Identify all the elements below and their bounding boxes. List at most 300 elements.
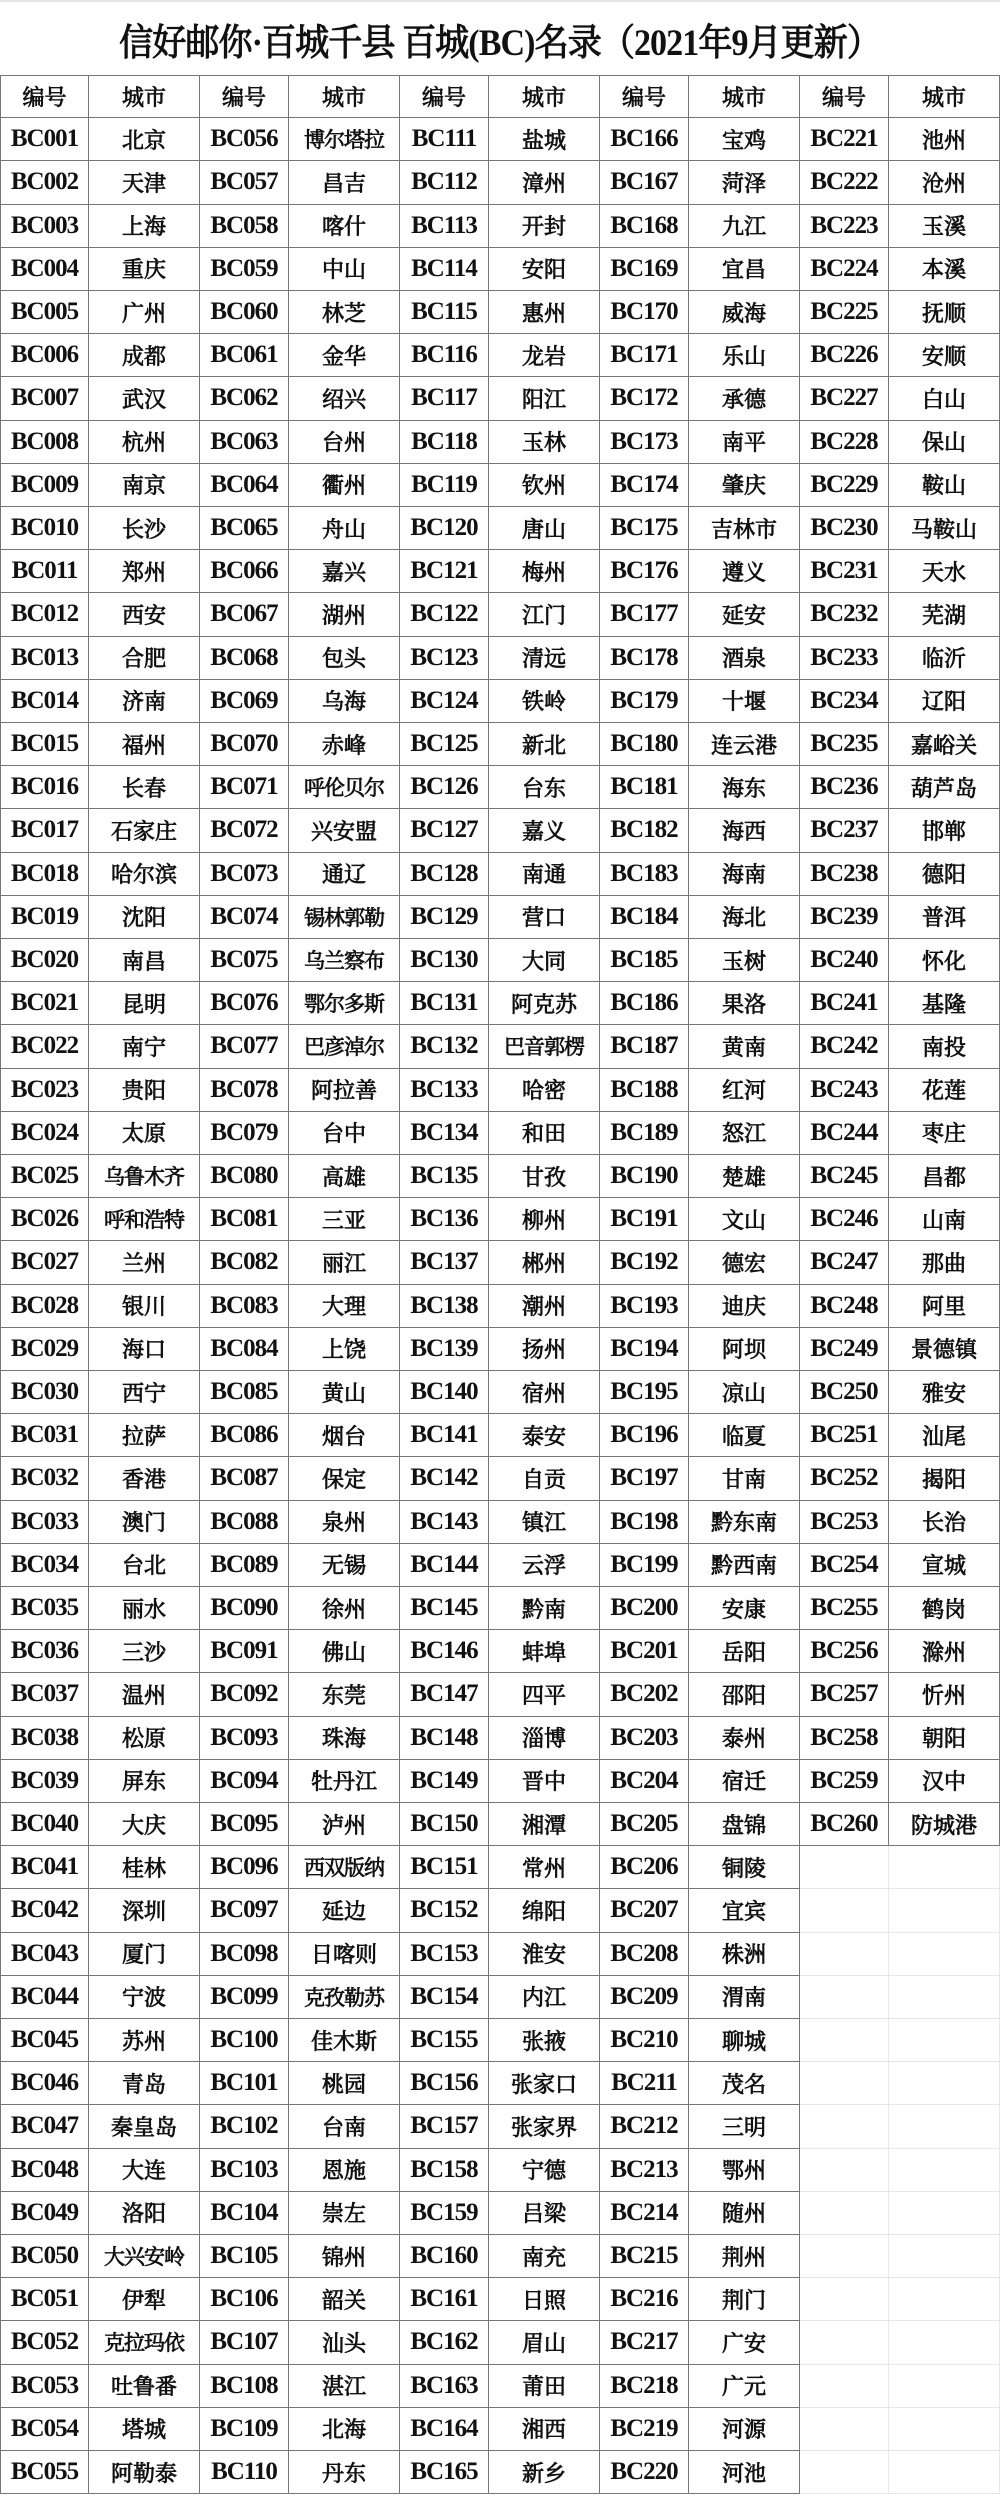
- city-cell: 吉林市: [689, 507, 800, 550]
- city-cell: 乌海: [289, 680, 400, 723]
- code-cell: BC034: [0, 1544, 89, 1587]
- city-cell: 四平: [489, 1673, 600, 1716]
- city-cell: 南京: [89, 464, 200, 507]
- city-cell: 绍兴: [289, 377, 400, 420]
- code-cell: BC230: [800, 507, 889, 550]
- city-cell: 黔东南: [689, 1501, 800, 1544]
- code-cell: BC256: [800, 1630, 889, 1673]
- code-cell: BC006: [0, 334, 89, 377]
- city-cell: 红河: [689, 1069, 800, 1112]
- city-cell: 宣城: [889, 1544, 1000, 1587]
- code-cell: BC066: [200, 550, 289, 593]
- code-cell: BC064: [200, 464, 289, 507]
- city-cell: 徐州: [289, 1587, 400, 1630]
- city-cell: 莆田: [489, 2365, 600, 2408]
- city-cell: 晋中: [489, 1760, 600, 1803]
- code-cell: BC013: [0, 637, 89, 680]
- code-cell: BC015: [0, 723, 89, 766]
- code-cell: BC046: [0, 2062, 89, 2105]
- code-cell: BC153: [400, 1933, 489, 1976]
- code-cell: BC041: [0, 1846, 89, 1889]
- city-cell: 保山: [889, 421, 1000, 464]
- city-cell: 天津: [89, 161, 200, 204]
- title-bar: [0, 0, 1000, 75]
- code-cell: BC234: [800, 680, 889, 723]
- code-cell: BC217: [600, 2321, 689, 2364]
- code-cell: BC126: [400, 766, 489, 809]
- city-cell: 赤峰: [289, 723, 400, 766]
- empty-cell: [889, 2451, 1000, 2494]
- empty-cell: [800, 2149, 889, 2192]
- city-cell: 宁波: [89, 1976, 200, 2019]
- city-cell: 营口: [489, 896, 600, 939]
- city-cell: 台南: [289, 2105, 400, 2148]
- city-cell: 昌吉: [289, 161, 400, 204]
- city-cell: 宿迁: [689, 1760, 800, 1803]
- empty-cell: [889, 1976, 1000, 2019]
- code-cell: BC139: [400, 1328, 489, 1371]
- city-cell: 济南: [89, 680, 200, 723]
- code-cell: BC202: [600, 1673, 689, 1716]
- city-cell: 呼伦贝尔: [289, 766, 400, 809]
- city-cell: 高雄: [289, 1155, 400, 1198]
- code-cell: BC216: [600, 2278, 689, 2321]
- city-cell: 扬州: [489, 1328, 600, 1371]
- city-cell: 汉中: [889, 1760, 1000, 1803]
- city-cell: 黔南: [489, 1587, 600, 1630]
- code-cell: BC090: [200, 1587, 289, 1630]
- code-cell: BC240: [800, 939, 889, 982]
- code-cell: BC048: [0, 2149, 89, 2192]
- city-cell: 安阳: [489, 248, 600, 291]
- city-cell: 上海: [89, 205, 200, 248]
- city-cell: 澳门: [89, 1501, 200, 1544]
- empty-cell: [889, 2321, 1000, 2364]
- city-cell: 泉州: [289, 1501, 400, 1544]
- city-cell: 郑州: [89, 550, 200, 593]
- empty-cell: [800, 2019, 889, 2062]
- code-cell: BC257: [800, 1673, 889, 1716]
- code-cell: BC050: [0, 2235, 89, 2278]
- code-cell: BC191: [600, 1198, 689, 1241]
- code-cell: BC093: [200, 1717, 289, 1760]
- code-cell: BC175: [600, 507, 689, 550]
- code-cell: BC232: [800, 593, 889, 636]
- city-cell: 伊犁: [89, 2278, 200, 2321]
- code-cell: BC206: [600, 1846, 689, 1889]
- city-cell: 海口: [89, 1328, 200, 1371]
- code-cell: BC007: [0, 377, 89, 420]
- code-cell: BC242: [800, 1025, 889, 1068]
- city-cell: 大庆: [89, 1803, 200, 1846]
- city-cell: 金华: [289, 334, 400, 377]
- code-cell: BC103: [200, 2149, 289, 2192]
- code-cell: BC218: [600, 2365, 689, 2408]
- empty-cell: [889, 2408, 1000, 2451]
- city-cell: 德阳: [889, 853, 1000, 896]
- city-cell: 青岛: [89, 2062, 200, 2105]
- city-cell: 丽江: [289, 1241, 400, 1284]
- code-cell: BC110: [200, 2451, 289, 2494]
- code-cell: BC177: [600, 593, 689, 636]
- code-cell: BC111: [400, 118, 489, 161]
- code-cell: BC038: [0, 1717, 89, 1760]
- city-cell: 台东: [489, 766, 600, 809]
- code-cell: BC219: [600, 2408, 689, 2451]
- code-cell: BC160: [400, 2235, 489, 2278]
- city-cell: 盘锦: [689, 1803, 800, 1846]
- city-cell: 西双版纳: [289, 1846, 400, 1889]
- city-cell: 揭阳: [889, 1457, 1000, 1500]
- city-cell: 三沙: [89, 1630, 200, 1673]
- city-cell: 北海: [289, 2408, 400, 2451]
- city-cell: 日喀则: [289, 1933, 400, 1976]
- city-cell: 牡丹江: [289, 1760, 400, 1803]
- code-cell: BC253: [800, 1501, 889, 1544]
- city-cell: 那曲: [889, 1241, 1000, 1284]
- code-cell: BC059: [200, 248, 289, 291]
- code-cell: BC023: [0, 1069, 89, 1112]
- city-cell: 果洛: [689, 982, 800, 1025]
- code-cell: BC039: [0, 1760, 89, 1803]
- code-cell: BC089: [200, 1544, 289, 1587]
- city-cell: 邯郸: [889, 809, 1000, 852]
- code-cell: BC026: [0, 1198, 89, 1241]
- city-cell: 佛山: [289, 1630, 400, 1673]
- code-cell: BC036: [0, 1630, 89, 1673]
- empty-cell: [889, 2105, 1000, 2148]
- city-cell: 荆州: [689, 2235, 800, 2278]
- code-cell: BC044: [0, 1976, 89, 2019]
- code-cell: BC029: [0, 1328, 89, 1371]
- header-city: 城市: [289, 75, 400, 118]
- code-cell: BC193: [600, 1285, 689, 1328]
- code-cell: BC119: [400, 464, 489, 507]
- code-cell: BC248: [800, 1285, 889, 1328]
- city-cell: 三明: [689, 2105, 800, 2148]
- code-cell: BC061: [200, 334, 289, 377]
- city-cell: 北京: [89, 118, 200, 161]
- city-cell: 鄂州: [689, 2149, 800, 2192]
- city-cell: 漳州: [489, 161, 600, 204]
- city-cell: 新乡: [489, 2451, 600, 2494]
- empty-cell: [889, 2149, 1000, 2192]
- city-cell: 临沂: [889, 637, 1000, 680]
- code-cell: BC105: [200, 2235, 289, 2278]
- code-cell: BC095: [200, 1803, 289, 1846]
- code-cell: BC130: [400, 939, 489, 982]
- city-cell: 张家界: [489, 2105, 600, 2148]
- city-cell: 湘潭: [489, 1803, 600, 1846]
- city-cell: 大连: [89, 2149, 200, 2192]
- code-cell: BC134: [400, 1112, 489, 1155]
- code-cell: BC108: [200, 2365, 289, 2408]
- code-cell: BC097: [200, 1889, 289, 1932]
- code-cell: BC070: [200, 723, 289, 766]
- code-cell: BC141: [400, 1414, 489, 1457]
- city-cell: 保定: [289, 1457, 400, 1500]
- city-cell: 张家口: [489, 2062, 600, 2105]
- city-cell: 怒江: [689, 1112, 800, 1155]
- empty-cell: [800, 2192, 889, 2235]
- code-cell: BC142: [400, 1457, 489, 1500]
- code-cell: BC237: [800, 809, 889, 852]
- code-cell: BC223: [800, 205, 889, 248]
- code-cell: BC109: [200, 2408, 289, 2451]
- code-cell: BC183: [600, 853, 689, 896]
- code-cell: BC081: [200, 1198, 289, 1241]
- city-cell: 广安: [689, 2321, 800, 2364]
- city-cell: 花莲: [889, 1069, 1000, 1112]
- code-cell: BC062: [200, 377, 289, 420]
- city-cell: 延安: [689, 593, 800, 636]
- code-cell: BC238: [800, 853, 889, 896]
- city-cell: 昌都: [889, 1155, 1000, 1198]
- code-cell: BC096: [200, 1846, 289, 1889]
- code-cell: BC157: [400, 2105, 489, 2148]
- code-cell: BC042: [0, 1889, 89, 1932]
- empty-cell: [800, 2451, 889, 2494]
- code-cell: BC231: [800, 550, 889, 593]
- code-cell: BC247: [800, 1241, 889, 1284]
- code-cell: BC236: [800, 766, 889, 809]
- code-cell: BC137: [400, 1241, 489, 1284]
- code-cell: BC125: [400, 723, 489, 766]
- code-cell: BC131: [400, 982, 489, 1025]
- city-cell: 洛阳: [89, 2192, 200, 2235]
- code-cell: BC116: [400, 334, 489, 377]
- city-cell: 惠州: [489, 291, 600, 334]
- code-cell: BC104: [200, 2192, 289, 2235]
- code-cell: BC155: [400, 2019, 489, 2062]
- code-cell: BC056: [200, 118, 289, 161]
- header-city: 城市: [889, 75, 1000, 118]
- city-cell: 阳江: [489, 377, 600, 420]
- city-cell: 台州: [289, 421, 400, 464]
- code-cell: BC087: [200, 1457, 289, 1500]
- city-cell: 克拉玛依: [89, 2321, 200, 2364]
- empty-cell: [800, 1889, 889, 1932]
- code-cell: BC008: [0, 421, 89, 464]
- city-cell: 安康: [689, 1587, 800, 1630]
- code-cell: BC260: [800, 1803, 889, 1846]
- city-cell: 太原: [89, 1112, 200, 1155]
- city-cell: 锦州: [289, 2235, 400, 2278]
- city-cell: 鄂尔多斯: [289, 982, 400, 1025]
- code-cell: BC201: [600, 1630, 689, 1673]
- city-cell: 湖州: [289, 593, 400, 636]
- code-cell: BC186: [600, 982, 689, 1025]
- code-cell: BC021: [0, 982, 89, 1025]
- header-code: 编号: [400, 75, 489, 118]
- city-cell: 遵义: [689, 550, 800, 593]
- city-cell: 常州: [489, 1846, 600, 1889]
- code-cell: BC011: [0, 550, 89, 593]
- city-cell: 三亚: [289, 1198, 400, 1241]
- city-cell: 拉萨: [89, 1414, 200, 1457]
- city-cell: 南昌: [89, 939, 200, 982]
- city-cell: 乌鲁木齐: [89, 1155, 200, 1198]
- city-cell: 黄山: [289, 1371, 400, 1414]
- code-cell: BC113: [400, 205, 489, 248]
- code-cell: BC058: [200, 205, 289, 248]
- code-cell: BC158: [400, 2149, 489, 2192]
- code-cell: BC241: [800, 982, 889, 1025]
- code-cell: BC181: [600, 766, 689, 809]
- code-cell: BC172: [600, 377, 689, 420]
- code-cell: BC182: [600, 809, 689, 852]
- city-cell: 松原: [89, 1717, 200, 1760]
- code-cell: BC010: [0, 507, 89, 550]
- code-cell: BC027: [0, 1241, 89, 1284]
- code-cell: BC164: [400, 2408, 489, 2451]
- city-cell: 佳木斯: [289, 2019, 400, 2062]
- city-cell: 黄南: [689, 1025, 800, 1068]
- empty-cell: [800, 2408, 889, 2451]
- city-cell: 阿里: [889, 1285, 1000, 1328]
- city-cell: 吕梁: [489, 2192, 600, 2235]
- city-cell: 海南: [689, 853, 800, 896]
- city-cell: 内江: [489, 1976, 600, 2019]
- city-cell: 鞍山: [889, 464, 1000, 507]
- code-cell: BC179: [600, 680, 689, 723]
- code-cell: BC077: [200, 1025, 289, 1068]
- code-cell: BC259: [800, 1760, 889, 1803]
- city-cell: 广元: [689, 2365, 800, 2408]
- city-cell: 香港: [89, 1457, 200, 1500]
- city-cell: 深圳: [89, 1889, 200, 1932]
- city-cell: 梅州: [489, 550, 600, 593]
- code-cell: BC102: [200, 2105, 289, 2148]
- city-cell: 阿拉善: [289, 1069, 400, 1112]
- code-cell: BC200: [600, 1587, 689, 1630]
- city-cell: 玉树: [689, 939, 800, 982]
- city-cell: 滁州: [889, 1630, 1000, 1673]
- code-cell: BC032: [0, 1457, 89, 1500]
- city-cell: 忻州: [889, 1673, 1000, 1716]
- city-cell: 珠海: [289, 1717, 400, 1760]
- city-cell: 池州: [889, 118, 1000, 161]
- city-cell: 菏泽: [689, 161, 800, 204]
- code-cell: BC075: [200, 939, 289, 982]
- city-cell: 东莞: [289, 1673, 400, 1716]
- header-code: 编号: [800, 75, 889, 118]
- code-cell: BC244: [800, 1112, 889, 1155]
- city-cell: 塔城: [89, 2408, 200, 2451]
- city-cell: 渭南: [689, 1976, 800, 2019]
- city-cell: 呼和浩特: [89, 1198, 200, 1241]
- code-cell: BC222: [800, 161, 889, 204]
- code-cell: BC016: [0, 766, 89, 809]
- code-cell: BC030: [0, 1371, 89, 1414]
- city-cell: 哈密: [489, 1069, 600, 1112]
- city-cell: 和田: [489, 1112, 600, 1155]
- city-cell: 大兴安岭: [89, 2235, 200, 2278]
- city-cell: 马鞍山: [889, 507, 1000, 550]
- city-cell: 淮安: [489, 1933, 600, 1976]
- city-cell: 烟台: [289, 1414, 400, 1457]
- city-cell: 海东: [689, 766, 800, 809]
- city-cell: 本溪: [889, 248, 1000, 291]
- city-cell: 芜湖: [889, 593, 1000, 636]
- code-cell: BC035: [0, 1587, 89, 1630]
- code-cell: BC190: [600, 1155, 689, 1198]
- code-cell: BC083: [200, 1285, 289, 1328]
- city-cell: 汕尾: [889, 1414, 1000, 1457]
- city-cell: 无锡: [289, 1544, 400, 1587]
- code-cell: BC082: [200, 1241, 289, 1284]
- city-cell: 长沙: [89, 507, 200, 550]
- code-cell: BC178: [600, 637, 689, 680]
- city-cell: 石家庄: [89, 809, 200, 852]
- code-cell: BC018: [0, 853, 89, 896]
- city-cell: 海北: [689, 896, 800, 939]
- city-cell: 乐山: [689, 334, 800, 377]
- city-cell: 沈阳: [89, 896, 200, 939]
- code-cell: BC136: [400, 1198, 489, 1241]
- city-cell: 甘孜: [489, 1155, 600, 1198]
- city-cell: 玉林: [489, 421, 600, 464]
- city-cell: 盐城: [489, 118, 600, 161]
- city-cell: 新北: [489, 723, 600, 766]
- city-cell: 凉山: [689, 1371, 800, 1414]
- code-cell: BC052: [0, 2321, 89, 2364]
- city-cell: 岳阳: [689, 1630, 800, 1673]
- city-cell: 眉山: [489, 2321, 600, 2364]
- code-cell: BC101: [200, 2062, 289, 2105]
- empty-cell: [889, 2192, 1000, 2235]
- code-cell: BC140: [400, 1371, 489, 1414]
- code-cell: BC208: [600, 1933, 689, 1976]
- code-cell: BC115: [400, 291, 489, 334]
- city-cell: 宜宾: [689, 1889, 800, 1932]
- code-cell: BC028: [0, 1285, 89, 1328]
- city-cell: 白山: [889, 377, 1000, 420]
- code-cell: BC203: [600, 1717, 689, 1760]
- empty-cell: [800, 2062, 889, 2105]
- code-cell: BC132: [400, 1025, 489, 1068]
- code-cell: BC195: [600, 1371, 689, 1414]
- city-cell: 厦门: [89, 1933, 200, 1976]
- city-cell: 钦州: [489, 464, 600, 507]
- code-cell: BC107: [200, 2321, 289, 2364]
- city-cell: 唐山: [489, 507, 600, 550]
- city-cell: 河池: [689, 2451, 800, 2494]
- city-cell: 湘西: [489, 2408, 600, 2451]
- code-cell: BC073: [200, 853, 289, 896]
- header-code: 编号: [0, 75, 89, 118]
- code-cell: BC166: [600, 118, 689, 161]
- city-cell: 延边: [289, 1889, 400, 1932]
- city-cell: 崇左: [289, 2192, 400, 2235]
- code-cell: BC171: [600, 334, 689, 377]
- code-cell: BC060: [200, 291, 289, 334]
- code-cell: BC258: [800, 1717, 889, 1760]
- code-cell: BC196: [600, 1414, 689, 1457]
- code-cell: BC227: [800, 377, 889, 420]
- city-cell: 锡林郭勒: [289, 896, 400, 939]
- city-cell: 吐鲁番: [89, 2365, 200, 2408]
- city-cell: 泰州: [689, 1717, 800, 1760]
- code-cell: BC122: [400, 593, 489, 636]
- city-cell: 酒泉: [689, 637, 800, 680]
- code-cell: BC068: [200, 637, 289, 680]
- city-cell: 嘉兴: [289, 550, 400, 593]
- code-cell: BC067: [200, 593, 289, 636]
- code-cell: BC114: [400, 248, 489, 291]
- code-cell: BC185: [600, 939, 689, 982]
- city-cell: 淄博: [489, 1717, 600, 1760]
